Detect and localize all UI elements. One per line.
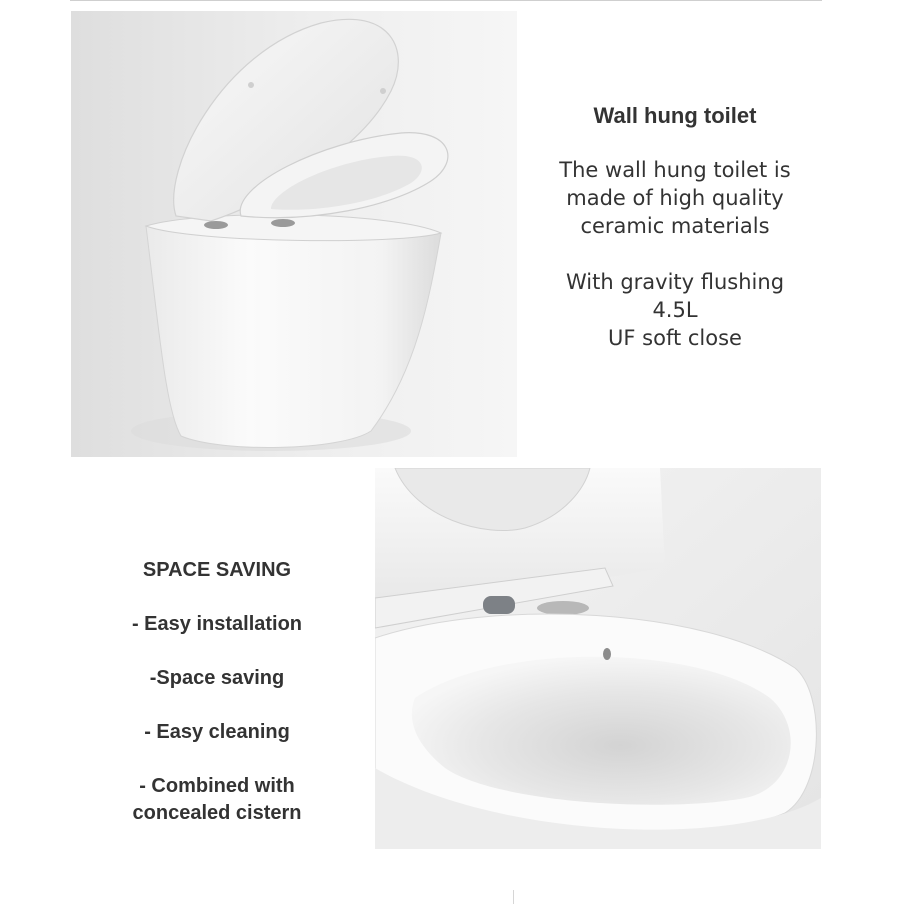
benefits-text-block bbox=[80, 557, 354, 827]
top-divider bbox=[70, 0, 822, 1]
benefits-heading: SPACE SAVING bbox=[142, 559, 292, 581]
benefit-item: - Easy cleaning bbox=[144, 721, 290, 743]
spacer bbox=[528, 240, 822, 268]
feature-description-line: ceramic materials bbox=[580, 214, 770, 238]
feature-description-line: made of high quality bbox=[566, 186, 784, 210]
feature-spec-line: 4.5L bbox=[652, 298, 698, 322]
benefit-item: -Space saving bbox=[149, 667, 285, 689]
feature-spec-line: With gravity flushing bbox=[565, 270, 785, 294]
benefit-item-line: - Combined with bbox=[139, 775, 295, 797]
benefit-item-multiline bbox=[80, 773, 354, 827]
benefit-item-line: concealed cistern bbox=[132, 802, 302, 824]
bottom-divider bbox=[513, 890, 514, 904]
benefit-item: - Easy installation bbox=[131, 613, 303, 635]
feature-text-block bbox=[528, 100, 822, 352]
feature-description-line: The wall hung toilet is bbox=[559, 158, 791, 182]
feature-title: Wall hung toilet bbox=[593, 103, 757, 128]
toilet-bowl-rimless-photo bbox=[375, 468, 821, 849]
feature-spec-line: UF soft close bbox=[608, 326, 742, 350]
wall-hung-toilet-side-photo bbox=[71, 11, 517, 457]
